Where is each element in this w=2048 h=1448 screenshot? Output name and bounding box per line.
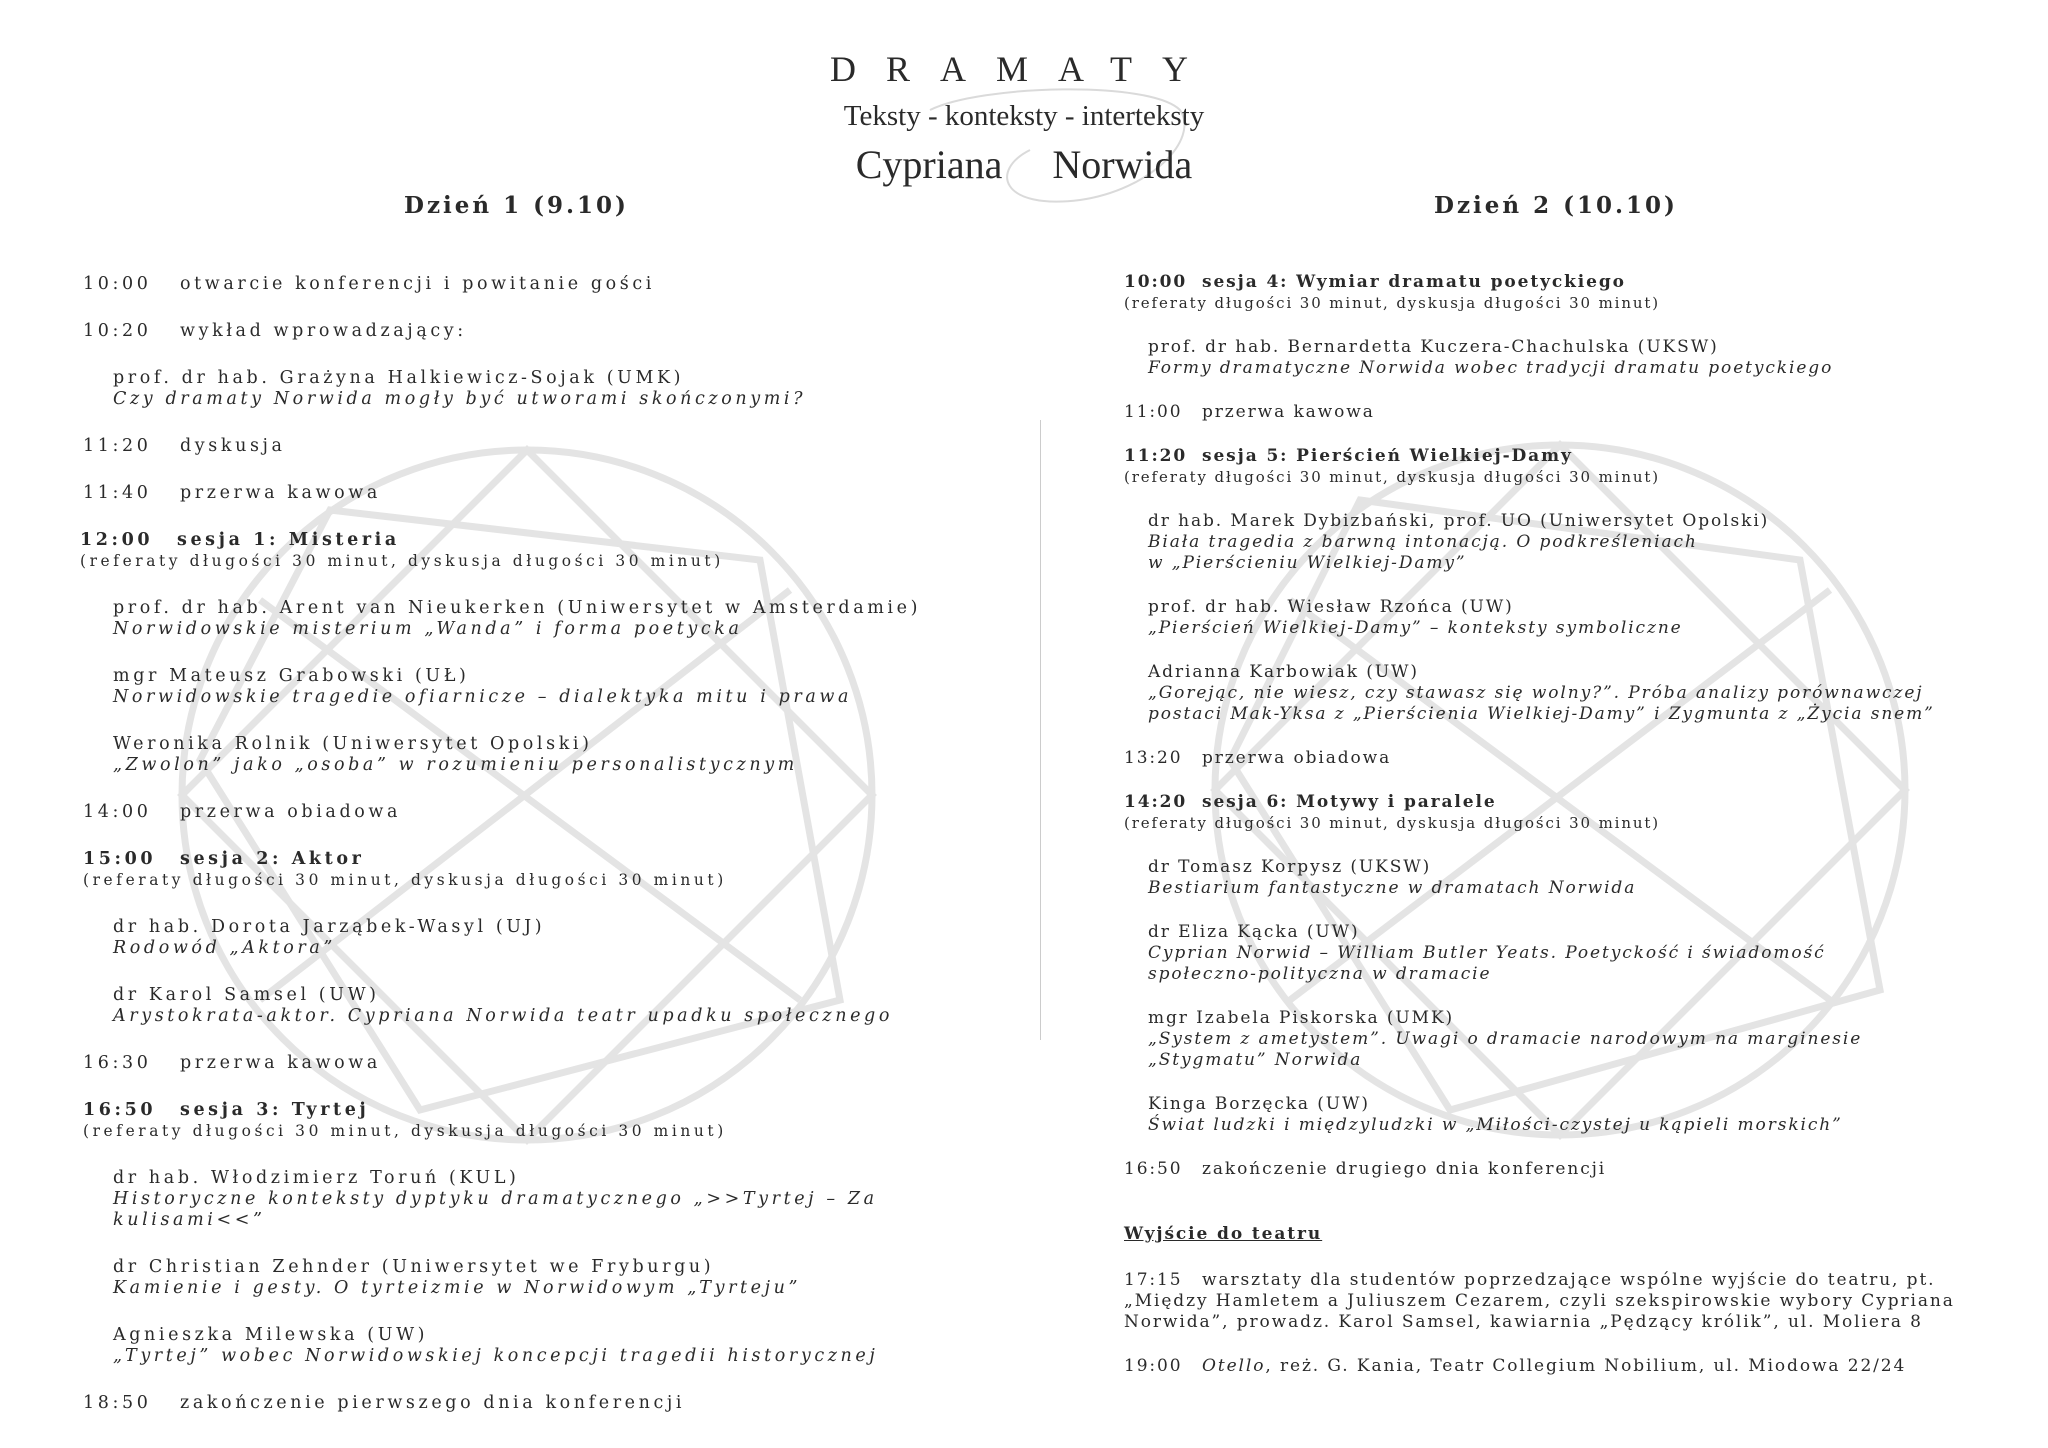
page-subtitle: Teksty - konteksty - interteksty xyxy=(843,100,1205,132)
talk: prof. dr hab. Grażyna Halkiewicz-Sojak (UMK) Czy dramaty Norwida mogły być utworami skończonymi? xyxy=(113,368,807,409)
talk: Kinga Borzęcka (UW) Świat ludzki i międzyludzki w „Miłości-czystej u kąpieli morskich” xyxy=(1148,1094,1843,1135)
talk: dr Eliza Kącka (UW) Cyprian Norwid – William Butler Yeats. Poetyckość i świadomość społeczno-polityczna w dramacie xyxy=(1148,922,1826,984)
schedule-item: 10:20 wykład wprowadzający: xyxy=(83,321,467,341)
talk: Agnieszka Milewska (UW) „Tyrtej” wobec Norwidowskiej koncepcji tragedii historycznej xyxy=(113,1325,879,1366)
theatre-item: 17:15 warsztaty dla studentów poprzedzające wspólne wyjście do teatru, pt. „Między Hamletem a Juliuszem Cezarem, czyli szekspirowskie wybory Cypriana Norwida”, prowadz. Karol Samsel, kawiarnia „Pędzący królik”, ul. Moliera 8 xyxy=(1124,1270,1955,1332)
session: 10:00 sesja 4: Wymiar dramatu poetyckiego (referaty długości 30 minut, dyskusja długości 30 minut) xyxy=(1124,272,1661,312)
schedule-item: 10:00 otwarcie konferencji i powitanie gości xyxy=(83,274,655,294)
schedule-item: 18:50 zakończenie pierwszego dnia konferencji xyxy=(83,1393,686,1413)
talk: prof. dr hab. Arent van Nieukerken (Uniwersytet w Amsterdamie) Norwidowskie misterium „Wanda” i forma poetycka xyxy=(113,598,921,639)
session: 12:00 sesja 1: Misteria (referaty długości 30 minut, dyskusja długości 30 minut) xyxy=(80,530,724,570)
theatre-item: 19:00 Otello, reż. G. Kania, Teatr Collegium Nobilium, ul. Miodowa 22/24 xyxy=(1124,1356,1907,1376)
talk: dr hab. Włodzimierz Toruń (KUL) Historyczne konteksty dyptyku dramatycznego „>>Tyrtej – Za kulisami<<” xyxy=(113,1168,878,1230)
day1-title: Dzień 1 (9.10) xyxy=(404,192,629,219)
talk: Adrianna Karbowiak (UW) „Gorejąc, nie wiesz, czy stawasz się wolny?”. Próba analizy porównawczej postaci Mak-Yksa z „Pierścienia Wielkiej-Damy” i Zygmunta z „Życia snem” xyxy=(1148,662,1935,724)
session: 11:20 sesja 5: Pierścień Wielkiej-Damy (referaty długości 30 minut, dyskusja długości 30 minut) xyxy=(1124,446,1661,486)
page-author: Cypriana Norwida xyxy=(855,142,1193,187)
talk: dr hab. Marek Dybizbański, prof. UO (Uniwersytet Opolski) Biała tragedia z barwną intonacją. O podkreśleniach w „Pierścieniu Wielkiej-Damy” xyxy=(1148,511,1770,573)
header xyxy=(0,48,2048,188)
column-divider xyxy=(1040,420,1041,1040)
talk: Weronika Rolnik (Uniwersytet Opolski) „Zwolon” jako „osoba” w rozumieniu personalistycznym xyxy=(113,734,798,775)
page-title: DRAMATY xyxy=(829,49,1218,89)
schedule-item: 11:20 dyskusja xyxy=(83,436,286,456)
talk: prof. dr hab. Wiesław Rzońca (UW) „Pierścień Wielkiej-Damy” – konteksty symboliczne xyxy=(1148,597,1683,638)
schedule-item: 13:20 przerwa obiadowa xyxy=(1124,748,1392,768)
schedule-item: 11:40 przerwa kawowa xyxy=(83,483,381,503)
talk: dr Karol Samsel (UW) Arystokrata-aktor. Cypriana Norwida teatr upadku społecznego xyxy=(113,985,893,1026)
talk: mgr Izabela Piskorska (UMK) „System z ametystem”. Uwagi o dramacie narodowym na marginesie „Stygmatu” Norwida xyxy=(1148,1008,1863,1070)
session: 15:00 sesja 2: Aktor (referaty długości 30 minut, dyskusja długości 30 minut) xyxy=(83,849,727,889)
day1-schedule xyxy=(80,274,1023,1440)
talk: dr Christian Zehnder (Uniwersytet we Fryburgu) Kamienie i gesty. O tyrteizmie w Norwidowym „Tyrteju” xyxy=(113,1257,802,1298)
schedule-item: 16:30 przerwa kawowa xyxy=(83,1053,381,1073)
schedule-item: 11:00 przerwa kawowa xyxy=(1124,402,1375,422)
schedule-item: 14:00 przerwa obiadowa xyxy=(83,802,402,822)
theatre-heading: Wyjście do teatru xyxy=(1124,1224,1323,1244)
session: 14:20 sesja 6: Motywy i paralele (referaty długości 30 minut, dyskusja długości 30 minut) xyxy=(1124,792,1661,832)
talk: mgr Mateusz Grabowski (UŁ) Norwidowskie tragedie ofiarnicze – dialektyka mitu i prawa xyxy=(113,666,852,707)
schedule-item: 16:50 zakończenie drugiego dnia konferencji xyxy=(1124,1159,1607,1179)
talk: dr Tomasz Korpysz (UKSW) Bestiarium fantastyczne w dramatach Norwida xyxy=(1148,857,1637,898)
day2-schedule xyxy=(1124,272,2004,1400)
session: 16:50 sesja 3: Tyrtej (referaty długości 30 minut, dyskusja długości 30 minut) xyxy=(83,1100,727,1140)
talk: prof. dr hab. Bernardetta Kuczera-Chachulska (UKSW) Formy dramatyczne Norwida wobec tradycji dramatu poetyckiego xyxy=(1148,337,1834,378)
day2-title: Dzień 2 (10.10) xyxy=(1434,192,1678,219)
talk: dr hab. Dorota Jarząbek-Wasyl (UJ) Rodowód „Aktora” xyxy=(113,917,546,958)
